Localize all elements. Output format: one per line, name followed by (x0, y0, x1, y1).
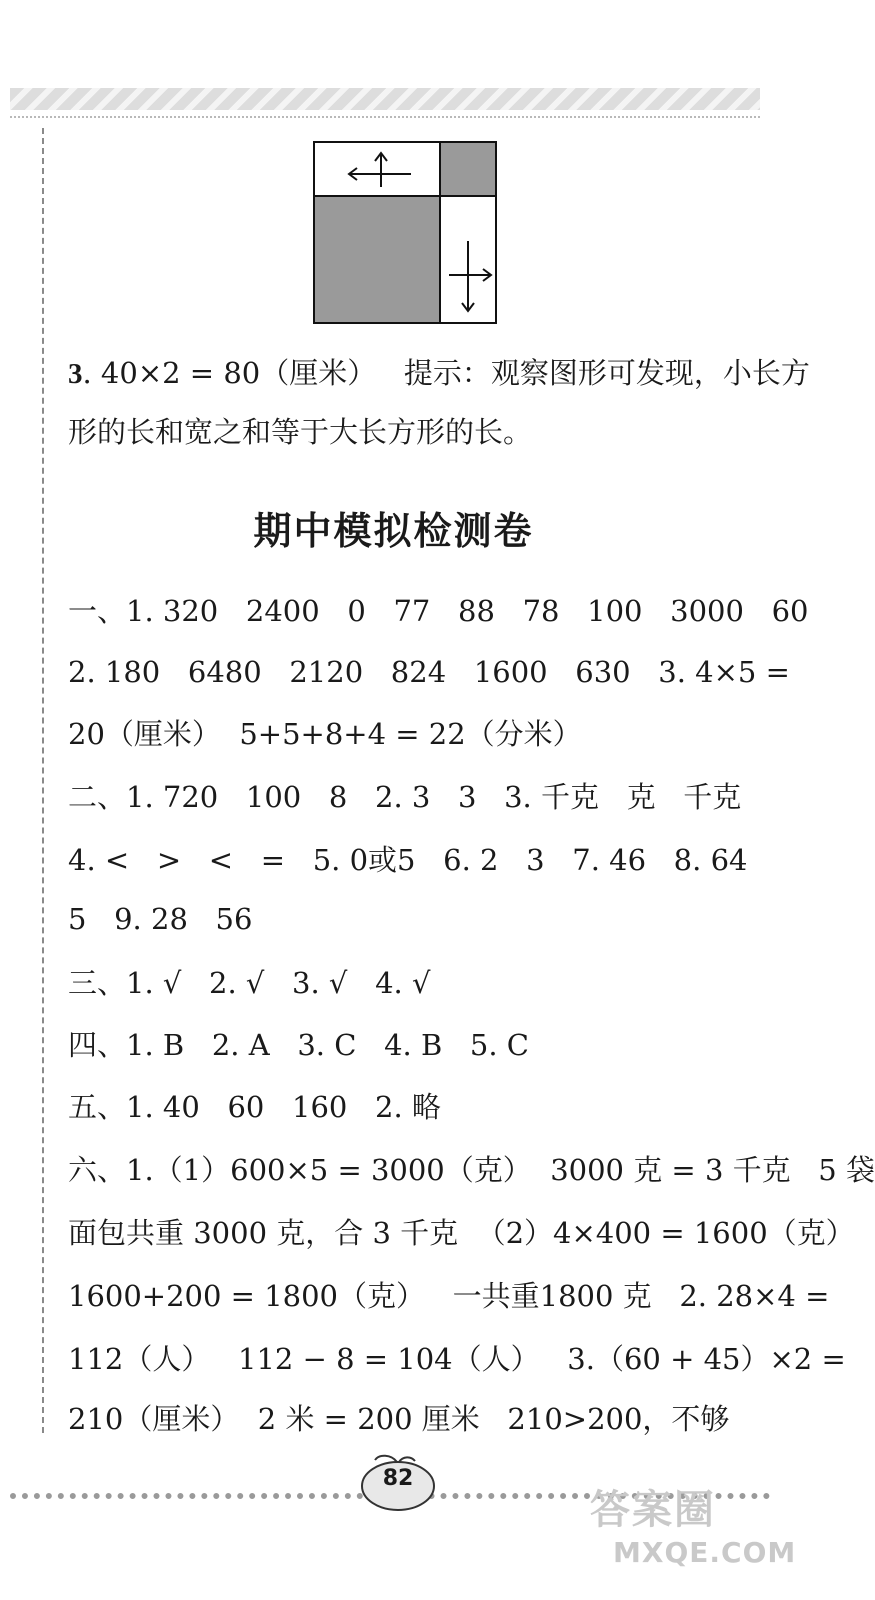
answer-line: 三、1. √ 2. √ 3. √ 4. √ (68, 966, 431, 1000)
page-number: 82 (382, 1466, 414, 1491)
answer-line: 20（厘米） 5+5+8+4 = 22（分米） (68, 717, 582, 751)
answer-line: 五、1. 40 60 160 2. 略 (68, 1090, 441, 1124)
cross-arrow-icon (349, 153, 411, 187)
left-margin-rule (42, 128, 44, 1433)
answer-line: 210（厘米） 2 米 = 200 厘米 210>200，不够 (68, 1402, 730, 1436)
section-title: 期中模拟检测卷 (253, 509, 534, 553)
answer-line: 1600+200 = 1800（克） 一共重1800 克 2. 28×4 = (68, 1279, 830, 1313)
answer-line: 六、1.（1）600×5 = 3000（克） 3000 克 = 3 千克 5 袋 (68, 1153, 875, 1187)
answer-line: 四、1. B 2. A 3. C 4. B 5. C (68, 1028, 529, 1062)
small-shaded-square (441, 142, 496, 195)
header-band (10, 88, 760, 110)
answer-line: 面包共重 3000 克，合 3 千克 （2）4×400 = 1600（克） (68, 1216, 855, 1250)
answer-line: 5 9. 28 56 (68, 902, 253, 936)
answer-line: 一、1. 320 2400 0 77 88 78 100 3000 60 (68, 594, 809, 628)
answer-3-line-1: 3. 40×2 = 80（厘米） 提示：观察图形可发现，小长方 (68, 356, 810, 390)
answer-3-number: 3 (68, 358, 83, 390)
answer-line: 112（人） 112 − 8 = 104（人） 3.（60 + 45）×2 = (68, 1342, 846, 1376)
answer-line: 二、1. 720 100 8 2. 3 3 3. 千克 克 千克 (68, 780, 742, 814)
header-dotted-rule (10, 116, 760, 118)
answer-line: 2. 180 6480 2120 824 1600 630 3. 4×5 = (68, 655, 790, 689)
rectangle-figure (313, 141, 499, 325)
cross-arrow-icon-vertical (449, 241, 491, 311)
watermark-url: MXQE.COM (613, 1536, 797, 1569)
watermark-logo: 答案圈 (590, 1487, 716, 1533)
large-shaded-square (314, 197, 440, 323)
answer-3-line-2: 形的长和宽之和等于大长方形的长。 (68, 415, 533, 449)
answer-line: 4. < > < = 5. 0或5 6. 2 3 7. 46 8. 64 (68, 843, 748, 877)
